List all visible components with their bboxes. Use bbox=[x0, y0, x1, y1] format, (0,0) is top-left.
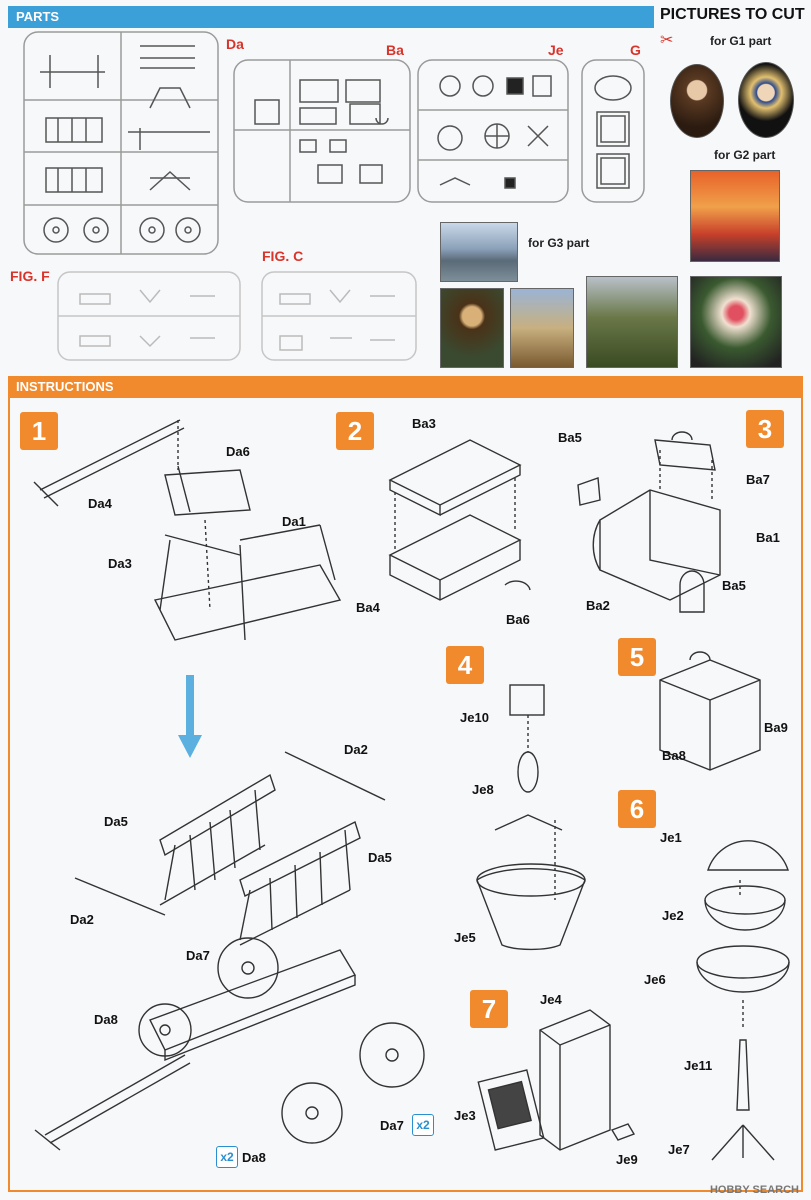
step-6: 6 bbox=[618, 790, 656, 828]
watermark: HOBBY SEARCH bbox=[709, 1184, 799, 1196]
label-ba4: Ba4 bbox=[356, 600, 380, 615]
label-je3: Je3 bbox=[454, 1108, 476, 1123]
label-ba9: Ba9 bbox=[764, 720, 788, 735]
pictures-title: PICTURES TO CUT bbox=[660, 6, 805, 23]
label-je4: Je4 bbox=[540, 992, 562, 1007]
sprue-ba-frame bbox=[234, 60, 410, 202]
x2-badge-da7: x2 bbox=[412, 1114, 434, 1136]
sprue-da-label: Da bbox=[226, 36, 244, 52]
painting-flowers bbox=[690, 276, 782, 368]
label-da1: Da1 bbox=[282, 514, 306, 529]
label-da3: Da3 bbox=[108, 556, 132, 571]
label-da8-left: Da8 bbox=[94, 1012, 118, 1027]
label-je10: Je10 bbox=[460, 710, 489, 725]
label-je1: Je1 bbox=[660, 830, 682, 845]
label-da5-left: Da5 bbox=[104, 814, 128, 829]
x2-badge-da8: x2 bbox=[216, 1146, 238, 1168]
label-je2: Je2 bbox=[662, 908, 684, 923]
painting-sunset bbox=[690, 170, 780, 262]
step-3: 3 bbox=[746, 410, 784, 448]
label-je7: Je7 bbox=[668, 1142, 690, 1157]
label-da8-bottom: Da8 bbox=[242, 1150, 266, 1165]
step-7: 7 bbox=[470, 990, 508, 1028]
painting-pearl-earring bbox=[738, 62, 794, 138]
step-5: 5 bbox=[618, 638, 656, 676]
g2-caption: for G2 part bbox=[714, 148, 776, 162]
label-da4: Da4 bbox=[88, 496, 112, 511]
label-da2-top: Da2 bbox=[344, 742, 368, 757]
g3-caption: for G3 part bbox=[528, 236, 590, 250]
label-da6: Da6 bbox=[226, 444, 250, 459]
fig-f-label: FIG. F bbox=[10, 268, 50, 284]
g1-caption: for G1 part bbox=[710, 34, 772, 48]
label-ba5-bottom: Ba5 bbox=[722, 578, 746, 593]
label-ba3: Ba3 bbox=[412, 416, 436, 431]
sprue-g-label: G bbox=[630, 42, 641, 58]
label-ba1: Ba1 bbox=[756, 530, 780, 545]
label-da5-right: Da5 bbox=[368, 850, 392, 865]
instructions-header: INSTRUCTIONS bbox=[8, 376, 803, 398]
fig-c-label: FIG. C bbox=[262, 248, 304, 264]
label-je5: Je5 bbox=[454, 930, 476, 945]
label-da2-bottom: Da2 bbox=[70, 912, 94, 927]
sprue-ba-label: Ba bbox=[386, 42, 404, 58]
label-je11: Je11 bbox=[684, 1058, 713, 1073]
label-da7-top: Da7 bbox=[186, 948, 210, 963]
parts-header: PARTS bbox=[8, 6, 654, 28]
label-ba5-top: Ba5 bbox=[558, 430, 582, 445]
label-da7-bottom: Da7 bbox=[380, 1118, 404, 1133]
step-4: 4 bbox=[446, 646, 484, 684]
label-je8: Je8 bbox=[472, 782, 494, 797]
painting-castle bbox=[586, 276, 678, 368]
sprue-g-frame bbox=[582, 60, 644, 202]
scissors-icon: ✂ bbox=[660, 32, 674, 49]
label-je6: Je6 bbox=[644, 972, 666, 987]
step-2: 2 bbox=[336, 412, 374, 450]
step-1: 1 bbox=[20, 412, 58, 450]
painting-lady-ermine bbox=[670, 64, 724, 138]
painting-landscape bbox=[510, 288, 574, 368]
label-ba2: Ba2 bbox=[586, 598, 610, 613]
label-je9: Je9 bbox=[616, 1152, 638, 1167]
painting-ships bbox=[440, 222, 518, 282]
painting-mona-lisa bbox=[440, 288, 504, 368]
label-ba7: Ba7 bbox=[746, 472, 770, 487]
label-ba6: Ba6 bbox=[506, 612, 530, 627]
label-ba8: Ba8 bbox=[662, 748, 686, 763]
sprue-je-label: Je bbox=[548, 42, 564, 58]
